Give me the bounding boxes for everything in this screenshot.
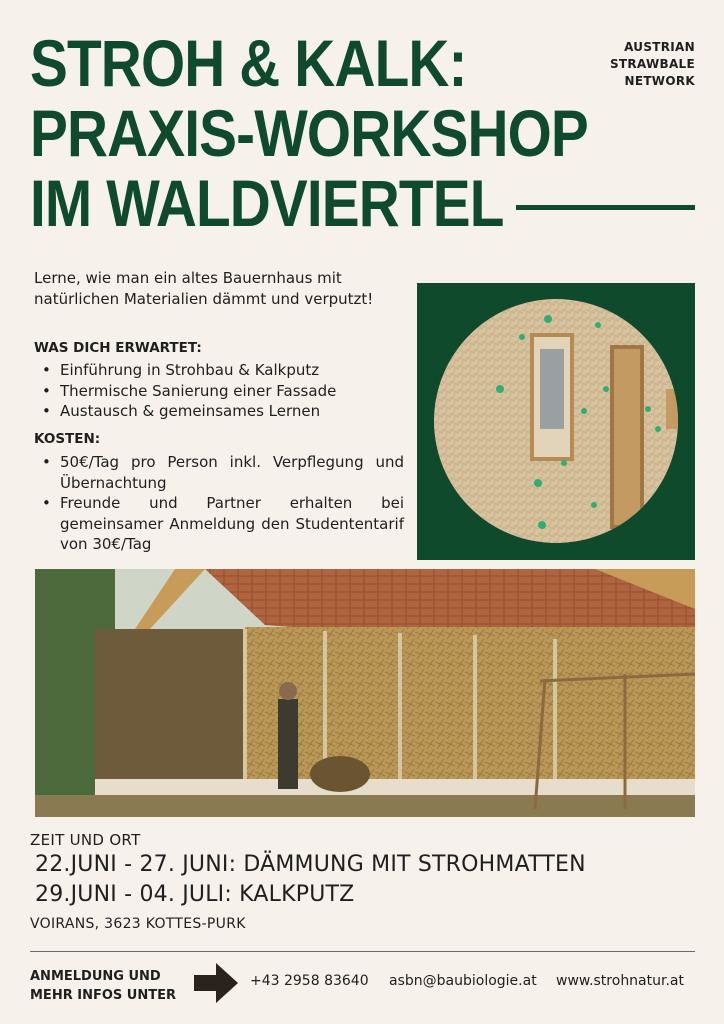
- facade-photo: [434, 299, 678, 543]
- contact-phone[interactable]: +43 2958 83640: [250, 973, 369, 989]
- strawbale-house-photo: [35, 569, 695, 817]
- brand-line-1: AUSTRIAN: [624, 40, 695, 54]
- brand-line-3: NETWORK: [624, 74, 695, 88]
- date-line-2: 29.JUNI - 04. JULI: KALKPUTZ: [35, 882, 355, 907]
- poster-title: [30, 26, 588, 240]
- date-line-1: 22.JUNI - 27. JUNI: DÄMMUNG MIT STROHMATTEN: [35, 852, 586, 877]
- expect-heading: WAS DICH ERWARTET:: [34, 340, 202, 356]
- brand-name: [610, 39, 695, 90]
- list-item: • Austausch & gemeinsames Lernen: [34, 401, 404, 422]
- costs-heading: KOSTEN:: [34, 431, 101, 447]
- list-item: • Freunde und Partner erhalten bei gemeinsamer Anmeldung den Studententarif von 30€/Tag: [34, 493, 404, 555]
- workshop-location: VOIRANS, 3623 KOTTES-PURK: [30, 916, 246, 932]
- signup-line-2: MEHR INFOS UNTER: [30, 988, 176, 1003]
- title-line-1: STROH & KALK:: [30, 26, 467, 100]
- title-accent-rule: [516, 205, 695, 210]
- list-item: • Einführung in Strohbau & Kalkputz: [34, 360, 404, 381]
- contact-email[interactable]: asbn@baubiologie.at: [389, 973, 537, 989]
- expect-list: [34, 360, 404, 422]
- brand-line-2: STRAWBALE: [609, 57, 695, 71]
- list-item: • Thermische Sanierung einer Fassade: [34, 381, 404, 402]
- title-line-2: PRAXIS-WORKSHOP: [30, 96, 588, 170]
- costs-list: [34, 452, 404, 555]
- footer-divider: [30, 951, 695, 952]
- signup-label: [30, 967, 176, 1005]
- contact-website[interactable]: www.strohnatur.at: [556, 973, 684, 989]
- schedule-label: ZEIT UND ORT: [30, 831, 141, 849]
- arrow-right-icon: [194, 963, 238, 1003]
- facade-photo-panel: [417, 283, 695, 560]
- intro-text: Lerne, wie man ein altes Bauernhaus mit natürlichen Materialien dämmt und verputzt!: [34, 269, 374, 308]
- list-item: • 50€/Tag pro Person inkl. Verpflegung und Übernachtung: [34, 452, 404, 493]
- title-line-3: IM WALDVIERTEL: [30, 166, 504, 240]
- signup-line-1: ANMELDUNG UND: [30, 969, 161, 984]
